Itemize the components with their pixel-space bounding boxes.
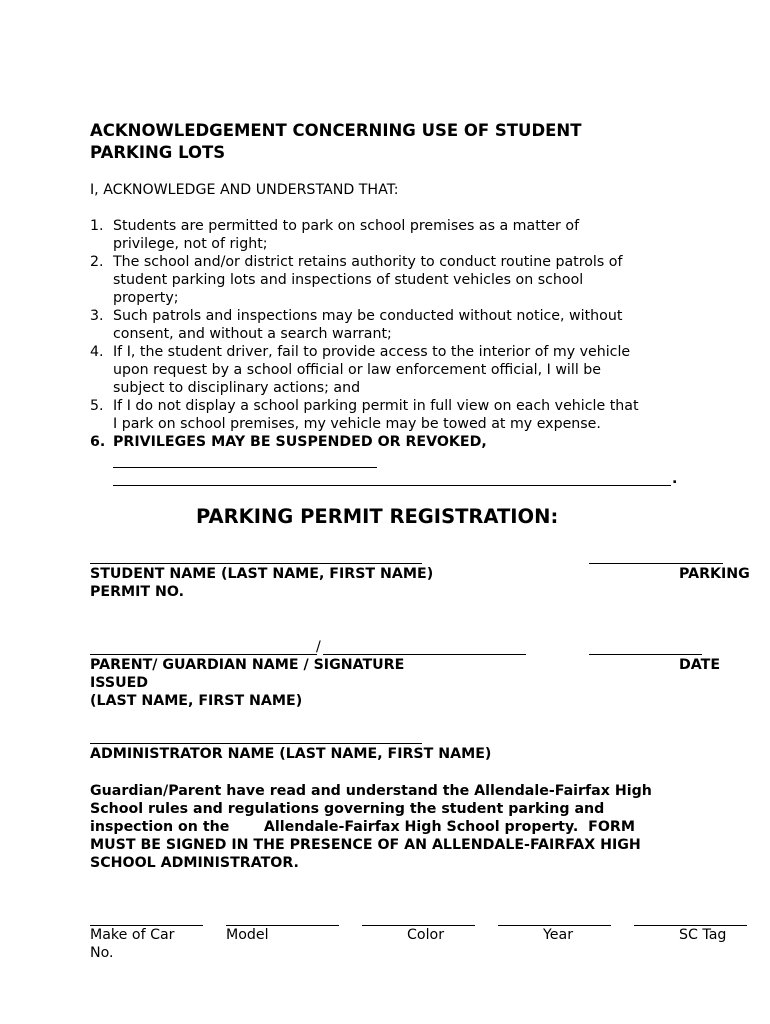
permit-no-label: PERMIT NO. bbox=[90, 584, 185, 600]
intro-text: I, ACKNOWLEDGE AND UNDERSTAND THAT: bbox=[90, 182, 399, 198]
guardian-name-field[interactable] bbox=[90, 654, 317, 655]
blank-line-long[interactable] bbox=[113, 485, 671, 486]
statement-line: Guardian/Parent have read and understand the Allendale-Fairfax High bbox=[90, 783, 652, 799]
list-item bbox=[90, 343, 690, 397]
list-item-line: If I do not display a school parking permit in full view on each vehicle that bbox=[113, 398, 639, 414]
date-issued-field[interactable] bbox=[589, 654, 702, 655]
date-label: DATE bbox=[679, 657, 721, 673]
parent-guardian-label: PARENT/ GUARDIAN NAME / SIGNATURE bbox=[90, 657, 405, 673]
list-number: 6. bbox=[90, 434, 106, 450]
registration-heading: PARKING PERMIT REGISTRATION: bbox=[196, 505, 559, 528]
list-item bbox=[90, 217, 690, 253]
make-of-car-label: Make of Car bbox=[90, 927, 175, 943]
statement-line: MUST BE SIGNED IN THE PRESENCE OF AN ALLENDALE-FAIRFAX HIGH bbox=[90, 837, 641, 853]
list-number: 4. bbox=[90, 344, 104, 360]
issued-label: ISSUED bbox=[90, 675, 149, 691]
year-label: Year bbox=[543, 927, 574, 943]
list-item bbox=[90, 307, 690, 343]
blank-line-short[interactable] bbox=[113, 467, 377, 468]
list-number: 5. bbox=[90, 398, 104, 414]
list-number: 3. bbox=[90, 308, 104, 324]
last-first-name-label: (LAST NAME, FIRST NAME) bbox=[90, 693, 303, 709]
student-name-field[interactable] bbox=[90, 563, 422, 564]
administrator-name-field[interactable] bbox=[90, 743, 422, 744]
statement-line: SCHOOL ADMINISTRATOR. bbox=[90, 855, 299, 871]
list-item bbox=[90, 253, 690, 307]
student-name-label: STUDENT NAME (LAST NAME, FIRST NAME) bbox=[90, 566, 434, 582]
list-item-line: The school and/or district retains authority to conduct routine patrols of bbox=[113, 254, 623, 270]
list-item-line: student parking lots and inspections of student vehicles on school bbox=[113, 272, 584, 288]
acknowledgement-list bbox=[90, 217, 690, 451]
list-item-line: property; bbox=[113, 290, 179, 306]
slash-separator: / bbox=[316, 639, 321, 655]
list-item bbox=[90, 397, 690, 433]
list-item-line: subject to disciplinary actions; and bbox=[113, 380, 361, 396]
administrator-label: ADMINISTRATOR NAME (LAST NAME, FIRST NAME) bbox=[90, 746, 492, 762]
no-label: No. bbox=[90, 945, 114, 961]
period: . bbox=[672, 471, 678, 487]
statement-line: inspection on the Allendale-Fairfax High School property. FORM bbox=[90, 819, 635, 835]
model-label: Model bbox=[226, 927, 269, 943]
color-label: Color bbox=[407, 927, 445, 943]
statement-line: School rules and regulations governing the student parking and bbox=[90, 801, 605, 817]
list-item-line: privilege, not of right; bbox=[113, 236, 268, 252]
list-item-line: PRIVILEGES MAY BE SUSPENDED OR REVOKED, bbox=[113, 434, 487, 450]
list-number: 2. bbox=[90, 254, 104, 270]
list-item-line: consent, and without a search warrant; bbox=[113, 326, 392, 342]
list-item bbox=[90, 433, 690, 451]
guardian-signature-field[interactable] bbox=[323, 654, 526, 655]
list-item-line: Students are permitted to park on school premises as a matter of bbox=[113, 218, 580, 234]
parking-label: PARKING bbox=[679, 566, 750, 582]
sc-tag-label: SC Tag bbox=[679, 927, 727, 943]
document-title-line2: PARKING LOTS bbox=[90, 143, 226, 162]
document-title-line1: ACKNOWLEDGEMENT CONCERNING USE OF STUDENT bbox=[90, 121, 582, 140]
list-item-line: Such patrols and inspections may be conducted without notice, without bbox=[113, 308, 623, 324]
list-number: 1. bbox=[90, 218, 104, 234]
list-item-line: If I, the student driver, fail to provide access to the interior of my vehicle bbox=[113, 344, 631, 360]
list-item-line: I park on school premises, my vehicle may be towed at my expense. bbox=[113, 416, 601, 432]
list-item-line: upon request by a school official or law enforcement official, I will be bbox=[113, 362, 602, 378]
parking-permit-field[interactable] bbox=[589, 563, 723, 564]
